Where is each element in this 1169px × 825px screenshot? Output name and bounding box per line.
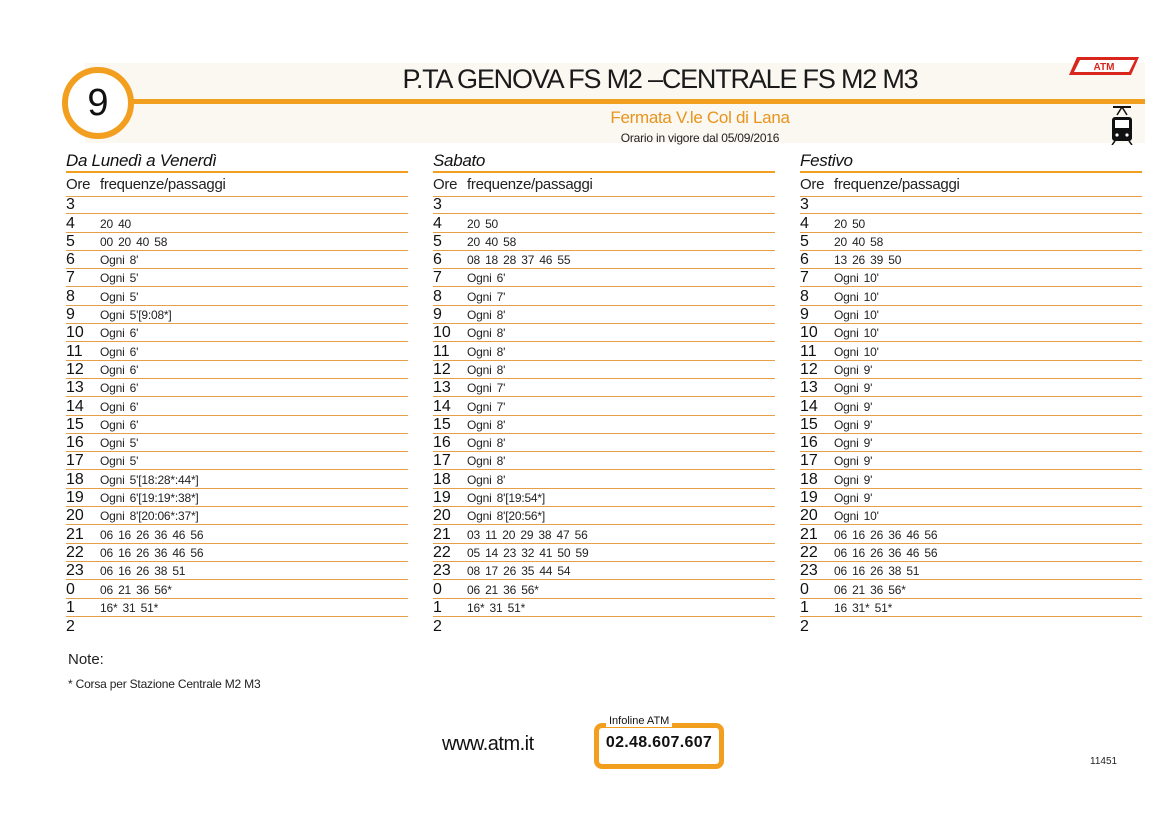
hour-cell: 8 — [800, 287, 809, 305]
validity-date: Orario in vigore dal 05/09/2016 — [620, 131, 780, 145]
hour-cell: 19 — [66, 489, 84, 507]
hour-cell: 20 — [433, 507, 451, 525]
table-row — [800, 544, 1142, 562]
hour-cell: 20 — [66, 507, 84, 525]
hour-cell: 12 — [433, 360, 451, 378]
hour-cell: 23 — [433, 562, 451, 580]
table-row — [800, 361, 1142, 379]
times-cell: 16* 31 51* — [100, 600, 159, 615]
hour-cell: 16 — [66, 434, 84, 452]
hour-cell: 9 — [433, 306, 442, 324]
hour-cell: 23 — [800, 562, 818, 580]
times-cell: Ogni 7' — [467, 399, 506, 414]
sheet-code: 11451 — [1090, 756, 1118, 767]
saturday-title: Sabato — [433, 151, 486, 170]
table-row — [800, 599, 1142, 617]
times-cell: Ogni 8'[19:54*] — [467, 491, 546, 506]
table-row — [66, 562, 408, 580]
times-cell: 20 40 58 — [467, 234, 517, 249]
table-row — [800, 214, 1142, 232]
times-cell: 06 21 36 56* — [100, 582, 172, 597]
route-title: P.TA GENOVA FS M2 –CENTRALE FS M2 M3 — [402, 64, 918, 94]
times-cell: 06 16 26 36 46 56 — [100, 545, 204, 560]
hour-cell: 9 — [800, 306, 809, 324]
hour-cell: 11 — [433, 342, 450, 360]
hour-cell: 7 — [66, 269, 75, 287]
times-cell: 06 16 26 36 46 56 — [100, 527, 204, 542]
times-cell: 03 11 20 29 38 47 56 — [467, 527, 588, 542]
saturday-header — [433, 173, 775, 196]
table-row — [433, 416, 775, 434]
table-row — [800, 379, 1142, 397]
hour-cell: 1 — [800, 598, 809, 616]
hour-cell: 21 — [800, 525, 818, 543]
hour-cell: 7 — [800, 269, 809, 287]
times-cell: Ogni 9' — [834, 436, 873, 451]
hour-cell: 6 — [800, 251, 809, 269]
times-cell: 06 21 36 56* — [467, 582, 539, 597]
times-cell: Ogni 8' — [100, 253, 139, 268]
hour-cell: 19 — [433, 489, 451, 507]
logo-text: ATM — [1093, 62, 1115, 73]
table-row — [433, 452, 775, 470]
times-cell: 13 26 39 50 — [834, 253, 902, 268]
times-cell: Ogni 10' — [834, 344, 879, 359]
times-cell: Ogni 5' — [100, 289, 139, 304]
infoline-label: Infoline ATM — [606, 715, 672, 727]
times-cell: 06 16 26 38 51 — [100, 564, 186, 579]
table-row — [433, 562, 775, 580]
times-cell: Ogni 9' — [834, 454, 873, 469]
weekday-header — [66, 173, 408, 196]
times-cell: Ogni 10' — [834, 326, 879, 341]
table-row — [433, 233, 775, 251]
weekday-column — [66, 150, 408, 635]
table-row — [800, 617, 1142, 635]
table-row — [433, 470, 775, 488]
times-cell: 20 50 — [467, 216, 499, 231]
table-row — [800, 269, 1142, 287]
table-row — [433, 306, 775, 324]
table-row — [433, 361, 775, 379]
hour-cell: 10 — [800, 324, 818, 342]
hour-cell: 6 — [66, 251, 75, 269]
times-cell: 16* 31 51* — [467, 600, 526, 615]
times-cell: Ogni 6' — [100, 417, 139, 432]
table-row — [66, 452, 408, 470]
times-cell: Ogni 9' — [834, 399, 873, 414]
tram-icon — [1109, 105, 1135, 145]
hour-cell: 10 — [66, 324, 84, 342]
times-cell: Ogni 9' — [834, 362, 873, 377]
times-cell: Ogni 6'[19:19*:38*] — [100, 491, 199, 506]
table-row — [800, 251, 1142, 269]
table-row — [800, 287, 1142, 305]
table-row — [66, 507, 408, 525]
holiday-rows — [800, 196, 1142, 635]
times-cell: Ogni 7' — [467, 289, 506, 304]
table-row — [800, 452, 1142, 470]
frequency-column-label: frequenze/passaggi — [834, 176, 960, 193]
table-row — [66, 470, 408, 488]
table-row — [66, 251, 408, 269]
hour-cell: 8 — [433, 287, 442, 305]
times-cell: Ogni 8' — [467, 472, 506, 487]
hour-cell: 1 — [66, 598, 75, 616]
times-cell: Ogni 9' — [834, 472, 873, 487]
table-row — [800, 233, 1142, 251]
times-cell: Ogni 9' — [834, 381, 873, 396]
saturday-column — [433, 150, 775, 635]
table-row — [800, 470, 1142, 488]
times-cell: 06 16 26 38 51 — [834, 564, 920, 579]
table-row — [800, 324, 1142, 342]
hour-column-label: Ore — [66, 176, 91, 193]
times-cell: Ogni 8' — [467, 344, 506, 359]
hour-cell: 21 — [433, 525, 451, 543]
hour-cell: 5 — [66, 232, 75, 250]
table-row — [66, 306, 408, 324]
hour-cell: 4 — [433, 214, 442, 232]
times-cell: Ogni 7' — [467, 381, 506, 396]
times-cell: Ogni 9' — [834, 417, 873, 432]
hour-cell: 0 — [800, 580, 809, 598]
hour-cell: 13 — [66, 379, 84, 397]
table-row — [66, 379, 408, 397]
table-row — [433, 269, 775, 287]
times-cell: 06 16 26 36 46 56 — [834, 545, 938, 560]
table-row — [433, 580, 775, 598]
times-cell: Ogni 5' — [100, 454, 139, 469]
frequency-column-label: frequenze/passaggi — [100, 176, 226, 193]
hour-cell: 6 — [433, 251, 442, 269]
infoline-box — [594, 715, 724, 769]
stop-name: Fermata V.le Col di Lana — [610, 108, 790, 127]
table-row — [66, 434, 408, 452]
hour-cell: 13 — [433, 379, 451, 397]
frequency-column-label: frequenze/passaggi — [467, 176, 593, 193]
hour-cell: 15 — [66, 415, 84, 433]
table-row — [800, 434, 1142, 452]
table-row — [800, 580, 1142, 598]
times-cell: Ogni 8' — [467, 362, 506, 377]
hour-cell: 11 — [66, 342, 83, 360]
holiday-header — [800, 173, 1142, 196]
hour-cell: 18 — [800, 470, 818, 488]
times-cell: Ogni 8'[20:06*:37*] — [100, 509, 199, 524]
notes-text: * Corsa per Stazione Centrale M2 M3 — [68, 677, 261, 691]
times-cell: 08 17 26 35 44 54 — [467, 564, 571, 579]
hour-cell: 0 — [66, 580, 75, 598]
hour-cell: 12 — [800, 360, 818, 378]
notes-title: Note: — [68, 651, 104, 668]
hour-cell: 19 — [800, 489, 818, 507]
table-row — [66, 233, 408, 251]
hour-cell: 9 — [66, 306, 75, 324]
table-row — [66, 269, 408, 287]
hour-cell: 14 — [800, 397, 818, 415]
table-row — [433, 599, 775, 617]
times-cell: Ogni 6' — [100, 362, 139, 377]
hour-cell: 4 — [66, 214, 75, 232]
infoline-number[interactable]: 02.48.607.607 — [605, 734, 713, 751]
hour-cell: 10 — [433, 324, 451, 342]
times-cell: 16 31* 51* — [834, 600, 893, 615]
website-link[interactable]: www.atm.it — [442, 733, 534, 755]
table-row — [800, 196, 1142, 214]
header-divider — [80, 99, 1145, 104]
table-row — [66, 599, 408, 617]
times-cell: Ogni 5' — [100, 271, 139, 286]
table-row — [66, 287, 408, 305]
hour-cell: 0 — [433, 580, 442, 598]
hour-cell: 16 — [433, 434, 451, 452]
times-cell: Ogni 8' — [467, 308, 506, 323]
hour-cell: 17 — [66, 452, 84, 470]
table-row — [433, 214, 775, 232]
hour-cell: 23 — [66, 562, 84, 580]
table-row — [66, 525, 408, 543]
times-cell: 06 16 26 36 46 56 — [834, 527, 938, 542]
times-cell: 00 20 40 58 — [100, 234, 168, 249]
table-row — [66, 544, 408, 562]
atm-logo-icon — [1069, 55, 1141, 77]
times-cell: Ogni 10' — [834, 271, 879, 286]
times-cell: Ogni 8' — [467, 326, 506, 341]
hour-cell: 18 — [433, 470, 451, 488]
hour-cell: 22 — [66, 543, 84, 561]
table-row — [433, 379, 775, 397]
hour-cell: 14 — [66, 397, 84, 415]
table-row — [433, 342, 775, 360]
times-cell: Ogni 10' — [834, 308, 879, 323]
hour-cell: 17 — [433, 452, 451, 470]
hour-cell: 4 — [800, 214, 809, 232]
line-badge — [62, 67, 134, 139]
table-row — [433, 525, 775, 543]
times-cell: Ogni 6' — [100, 381, 139, 396]
hour-cell: 22 — [800, 543, 818, 561]
table-row — [66, 214, 408, 232]
table-row — [800, 525, 1142, 543]
hour-cell: 3 — [433, 196, 442, 214]
table-row — [66, 196, 408, 214]
table-row — [800, 397, 1142, 415]
table-row — [433, 196, 775, 214]
table-row — [66, 416, 408, 434]
hour-cell: 15 — [433, 415, 451, 433]
hour-cell: 7 — [433, 269, 442, 287]
times-cell: Ogni 6' — [467, 271, 506, 286]
times-cell: Ogni 5'[18:28*:44*] — [100, 472, 199, 487]
times-cell: Ogni 8' — [467, 417, 506, 432]
hour-cell: 8 — [66, 287, 75, 305]
hour-cell: 20 — [800, 507, 818, 525]
table-row — [66, 580, 408, 598]
hour-cell: 2 — [66, 618, 75, 636]
hour-cell: 2 — [800, 618, 809, 636]
table-row — [433, 544, 775, 562]
weekday-rows — [66, 196, 408, 635]
hour-cell: 5 — [800, 232, 809, 250]
table-row — [433, 507, 775, 525]
hour-cell: 11 — [800, 342, 817, 360]
hour-cell: 3 — [800, 196, 809, 214]
holiday-column — [800, 150, 1142, 635]
hour-cell: 13 — [800, 379, 818, 397]
hour-cell: 3 — [66, 196, 75, 214]
times-cell: Ogni 10' — [834, 289, 879, 304]
times-cell: Ogni 5'[9:08*] — [100, 308, 172, 323]
table-row — [433, 434, 775, 452]
times-cell: Ogni 6' — [100, 399, 139, 414]
saturday-rows — [433, 196, 775, 635]
table-row — [800, 342, 1142, 360]
times-cell: 06 21 36 56* — [834, 582, 906, 597]
hour-cell: 22 — [433, 543, 451, 561]
table-row — [66, 324, 408, 342]
times-cell: Ogni 9' — [834, 491, 873, 506]
table-row — [433, 489, 775, 507]
table-row — [433, 397, 775, 415]
times-cell: 08 18 28 37 46 55 — [467, 253, 571, 268]
times-cell: 05 14 23 32 41 50 59 — [467, 545, 589, 560]
table-row — [66, 397, 408, 415]
times-cell: Ogni 8'[20:56*] — [467, 509, 546, 524]
times-cell: Ogni 10' — [834, 509, 879, 524]
times-cell: Ogni 5' — [100, 436, 139, 451]
times-cell: 20 50 — [834, 216, 866, 231]
table-row — [800, 489, 1142, 507]
hour-column-label: Ore — [433, 176, 458, 193]
times-cell: 20 40 — [100, 216, 132, 231]
table-row — [800, 306, 1142, 324]
hour-cell: 14 — [433, 397, 451, 415]
table-row — [66, 361, 408, 379]
weekday-title: Da Lunedì a Venerdì — [66, 151, 217, 170]
hour-cell: 15 — [800, 415, 818, 433]
line-number: 9 — [87, 81, 109, 124]
table-row — [66, 617, 408, 635]
table-row — [800, 562, 1142, 580]
table-row — [66, 489, 408, 507]
times-cell: Ogni 8' — [467, 454, 506, 469]
hour-column-label: Ore — [800, 176, 825, 193]
hour-cell: 17 — [800, 452, 818, 470]
times-cell: Ogni 8' — [467, 436, 506, 451]
table-row — [800, 507, 1142, 525]
times-cell: 20 40 58 — [834, 234, 884, 249]
holiday-title: Festivo — [800, 151, 853, 170]
table-row — [433, 251, 775, 269]
hour-cell: 2 — [433, 618, 442, 636]
table-row — [433, 617, 775, 635]
table-row — [800, 416, 1142, 434]
times-cell: Ogni 6' — [100, 326, 139, 341]
hour-cell: 21 — [66, 525, 84, 543]
hour-cell: 1 — [433, 598, 442, 616]
table-row — [433, 287, 775, 305]
hour-cell: 12 — [66, 360, 84, 378]
table-row — [433, 324, 775, 342]
times-cell: Ogni 6' — [100, 344, 139, 359]
table-row — [66, 342, 408, 360]
hour-cell: 18 — [66, 470, 84, 488]
hour-cell: 16 — [800, 434, 818, 452]
hour-cell: 5 — [433, 232, 442, 250]
